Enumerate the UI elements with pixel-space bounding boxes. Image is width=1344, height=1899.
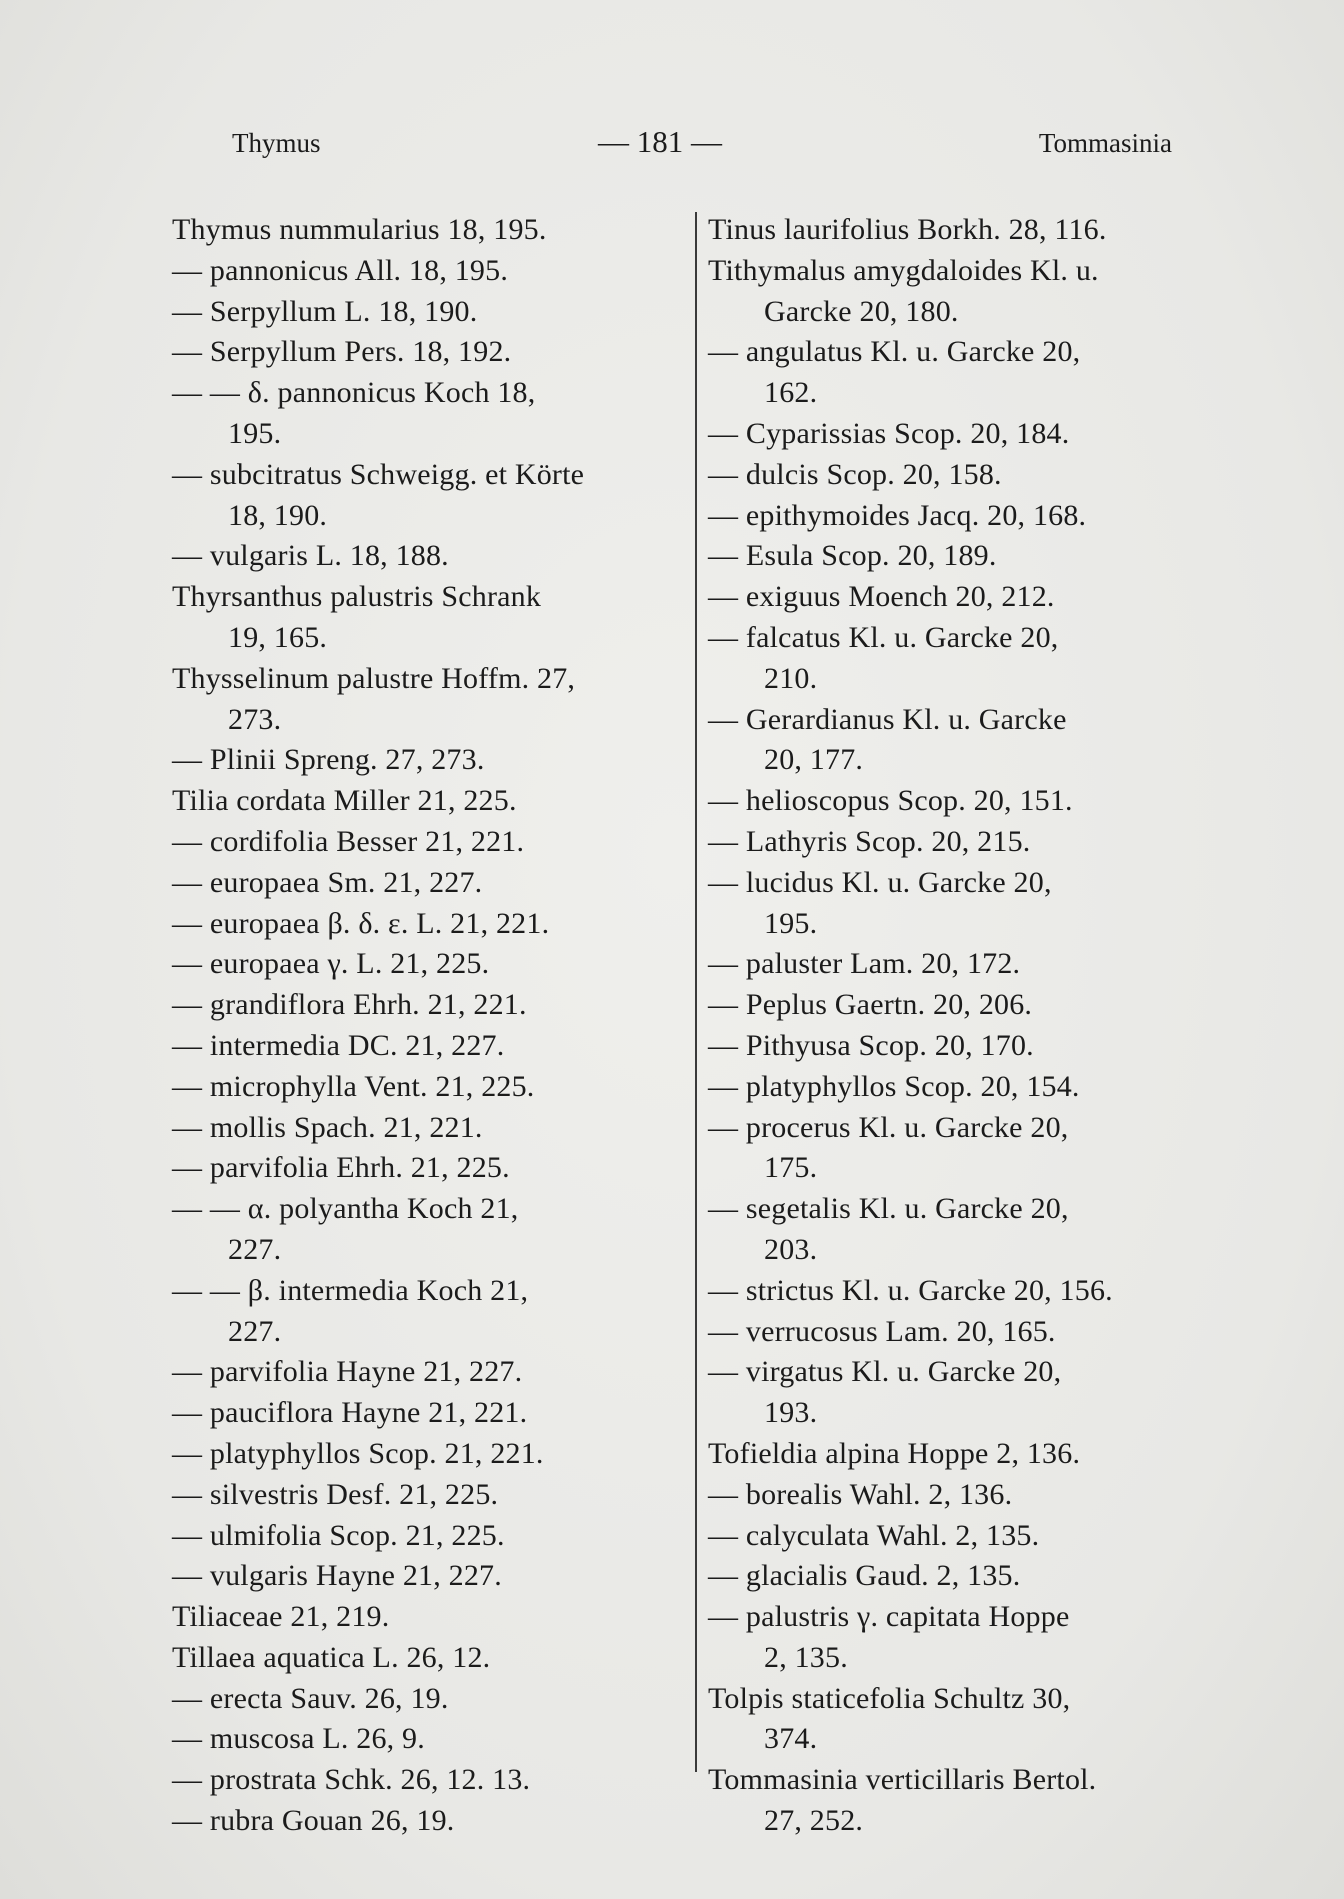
index-entry: — prostrata Schk. 26, 12. 13.	[172, 1763, 531, 1797]
index-entry: — grandiflora Ehrh. 21, 221.	[172, 988, 527, 1022]
index-entry: — virgatus Kl. u. Garcke 20,	[708, 1355, 1062, 1389]
index-entry-continuation: 18, 190.	[228, 498, 328, 532]
index-entry: — palustris γ. capitata Hoppe	[708, 1600, 1070, 1634]
index-entry-continuation: 210.	[764, 661, 818, 695]
index-entry: Tolpis staticefolia Schultz 30,	[708, 1681, 1071, 1715]
index-entry: — verrucosus Lam. 20, 165.	[708, 1314, 1056, 1348]
index-entry: — parvifolia Hayne 21, 227.	[172, 1355, 523, 1389]
index-entry: — epithymoides Jacq. 20, 168.	[708, 498, 1087, 532]
index-entry: — Esula Scop. 20, 189.	[708, 539, 997, 573]
index-entry: — muscosa L. 26, 9.	[172, 1722, 425, 1756]
index-entry: — rubra Gouan 26, 19.	[172, 1804, 455, 1838]
index-entry-continuation: 273.	[228, 702, 282, 736]
index-entry: — angulatus Kl. u. Garcke 20,	[708, 335, 1081, 369]
left-index-column	[172, 210, 692, 1842]
index-entry: — procerus Kl. u. Garcke 20,	[708, 1110, 1069, 1144]
index-entry-continuation: 227.	[228, 1314, 282, 1348]
index-entry-continuation: 20, 177.	[764, 743, 864, 777]
index-entry: — pauciflora Hayne 21, 221.	[172, 1396, 528, 1430]
index-entry: — vulgaris L. 18, 188.	[172, 539, 449, 573]
index-entry: — Gerardianus Kl. u. Garcke	[708, 702, 1067, 736]
index-entry: — helioscopus Scop. 20, 151.	[708, 784, 1073, 818]
index-entry: — pannonicus All. 18, 195.	[172, 253, 509, 287]
index-entry-continuation: 195.	[764, 906, 818, 940]
index-entry: — glacialis Gaud. 2, 135.	[708, 1559, 1021, 1593]
index-entry-continuation: 227.	[228, 1232, 282, 1266]
column-divider	[695, 212, 697, 1772]
index-entry: — platyphyllos Scop. 21, 221.	[172, 1436, 544, 1470]
index-entry: Tommasinia verticillaris Bertol.	[708, 1763, 1097, 1797]
right-index-column	[708, 210, 1228, 1842]
index-entry: — lucidus Kl. u. Garcke 20,	[708, 865, 1052, 899]
index-entry: — Plinii Spreng. 27, 273.	[172, 743, 485, 777]
index-entry-continuation: 203.	[764, 1232, 818, 1266]
index-entry: — silvestris Desf. 21, 225.	[172, 1477, 499, 1511]
index-entry: — — β. intermedia Koch 21,	[172, 1273, 529, 1307]
index-entry: — microphylla Vent. 21, 225.	[172, 1069, 535, 1103]
index-entry: — vulgaris Hayne 21, 227.	[172, 1559, 502, 1593]
index-entry: — ulmifolia Scop. 21, 225.	[172, 1518, 505, 1552]
index-entry: — Serpyllum L. 18, 190.	[172, 294, 478, 328]
index-entry-continuation: 27, 252.	[764, 1804, 864, 1838]
running-header	[232, 124, 1172, 168]
index-entry: — Lathyris Scop. 20, 215.	[708, 824, 1031, 858]
index-entry: — exiguus Moench 20, 212.	[708, 580, 1055, 614]
index-entry: — paluster Lam. 20, 172.	[708, 947, 1021, 981]
index-entry-continuation: 193.	[764, 1396, 818, 1430]
index-entry: — strictus Kl. u. Garcke 20, 156.	[708, 1273, 1113, 1307]
index-entry: Thymus nummularius 18, 195.	[172, 213, 547, 246]
index-entry: Tilia cordata Miller 21, 225.	[172, 784, 517, 818]
index-entry: — cordifolia Besser 21, 221.	[172, 824, 525, 858]
index-entry: — Pithyusa Scop. 20, 170.	[708, 1028, 1034, 1062]
page-number: — 181 —	[598, 124, 722, 159]
index-entry-continuation: 195.	[228, 416, 282, 450]
index-entry: Thysselinum palustre Hoffm. 27,	[172, 661, 576, 695]
index-entry: — parvifolia Ehrh. 21, 225.	[172, 1151, 510, 1185]
index-entry: — dulcis Scop. 20, 158.	[708, 457, 1002, 491]
index-entry: — platyphyllos Scop. 20, 154.	[708, 1069, 1080, 1103]
index-entry: — mollis Spach. 21, 221.	[172, 1110, 483, 1144]
index-entry: Tofieldia alpina Hoppe 2, 136.	[708, 1436, 1081, 1470]
index-entry-continuation: Garcke 20, 180.	[764, 294, 959, 328]
header-left-keyword: Thymus	[232, 128, 321, 158]
index-entry: — erecta Sauv. 26, 19.	[172, 1681, 449, 1715]
index-entry: — borealis Wahl. 2, 136.	[708, 1477, 1013, 1511]
index-entry: — subcitratus Schweigg. et Körte	[172, 457, 585, 491]
index-entry: — Serpyllum Pers. 18, 192.	[172, 335, 512, 369]
index-entry: Thyrsanthus palustris Schrank	[172, 580, 542, 614]
header-right-keyword: Tommasinia	[1038, 128, 1172, 158]
index-entry: — — δ. pannonicus Koch 18,	[172, 376, 536, 410]
index-entry: — — α. polyantha Koch 21,	[172, 1192, 519, 1226]
index-entry-continuation: 2, 135.	[764, 1640, 848, 1674]
index-entry-continuation: 374.	[764, 1722, 818, 1756]
index-entry: — europaea β. δ. ε. L. 21, 221.	[172, 906, 550, 940]
index-entry: — intermedia DC. 21, 227.	[172, 1028, 505, 1062]
index-entry: — europaea Sm. 21, 227.	[172, 865, 483, 899]
index-entry: Tillaea aquatica L. 26, 12.	[172, 1640, 491, 1674]
index-entry: — calyculata Wahl. 2, 135.	[708, 1518, 1040, 1552]
index-entry-continuation: 162.	[764, 376, 818, 410]
index-entry: — Cyparissias Scop. 20, 184.	[708, 416, 1070, 450]
index-entry-continuation: 175.	[764, 1151, 818, 1185]
index-entry: — Peplus Gaertn. 20, 206.	[708, 988, 1033, 1022]
index-entry: — falcatus Kl. u. Garcke 20,	[708, 620, 1059, 654]
index-entry: — europaea γ. L. 21, 225.	[172, 947, 490, 981]
index-entry-continuation: 19, 165.	[228, 620, 328, 654]
index-entry: Tithymalus amygdaloides Kl. u.	[708, 253, 1099, 287]
index-entry: Tiliaceae 21, 219.	[172, 1600, 390, 1634]
index-entry: — segetalis Kl. u. Garcke 20,	[708, 1192, 1069, 1226]
index-entry: Tinus laurifolius Borkh. 28, 116.	[708, 213, 1107, 246]
